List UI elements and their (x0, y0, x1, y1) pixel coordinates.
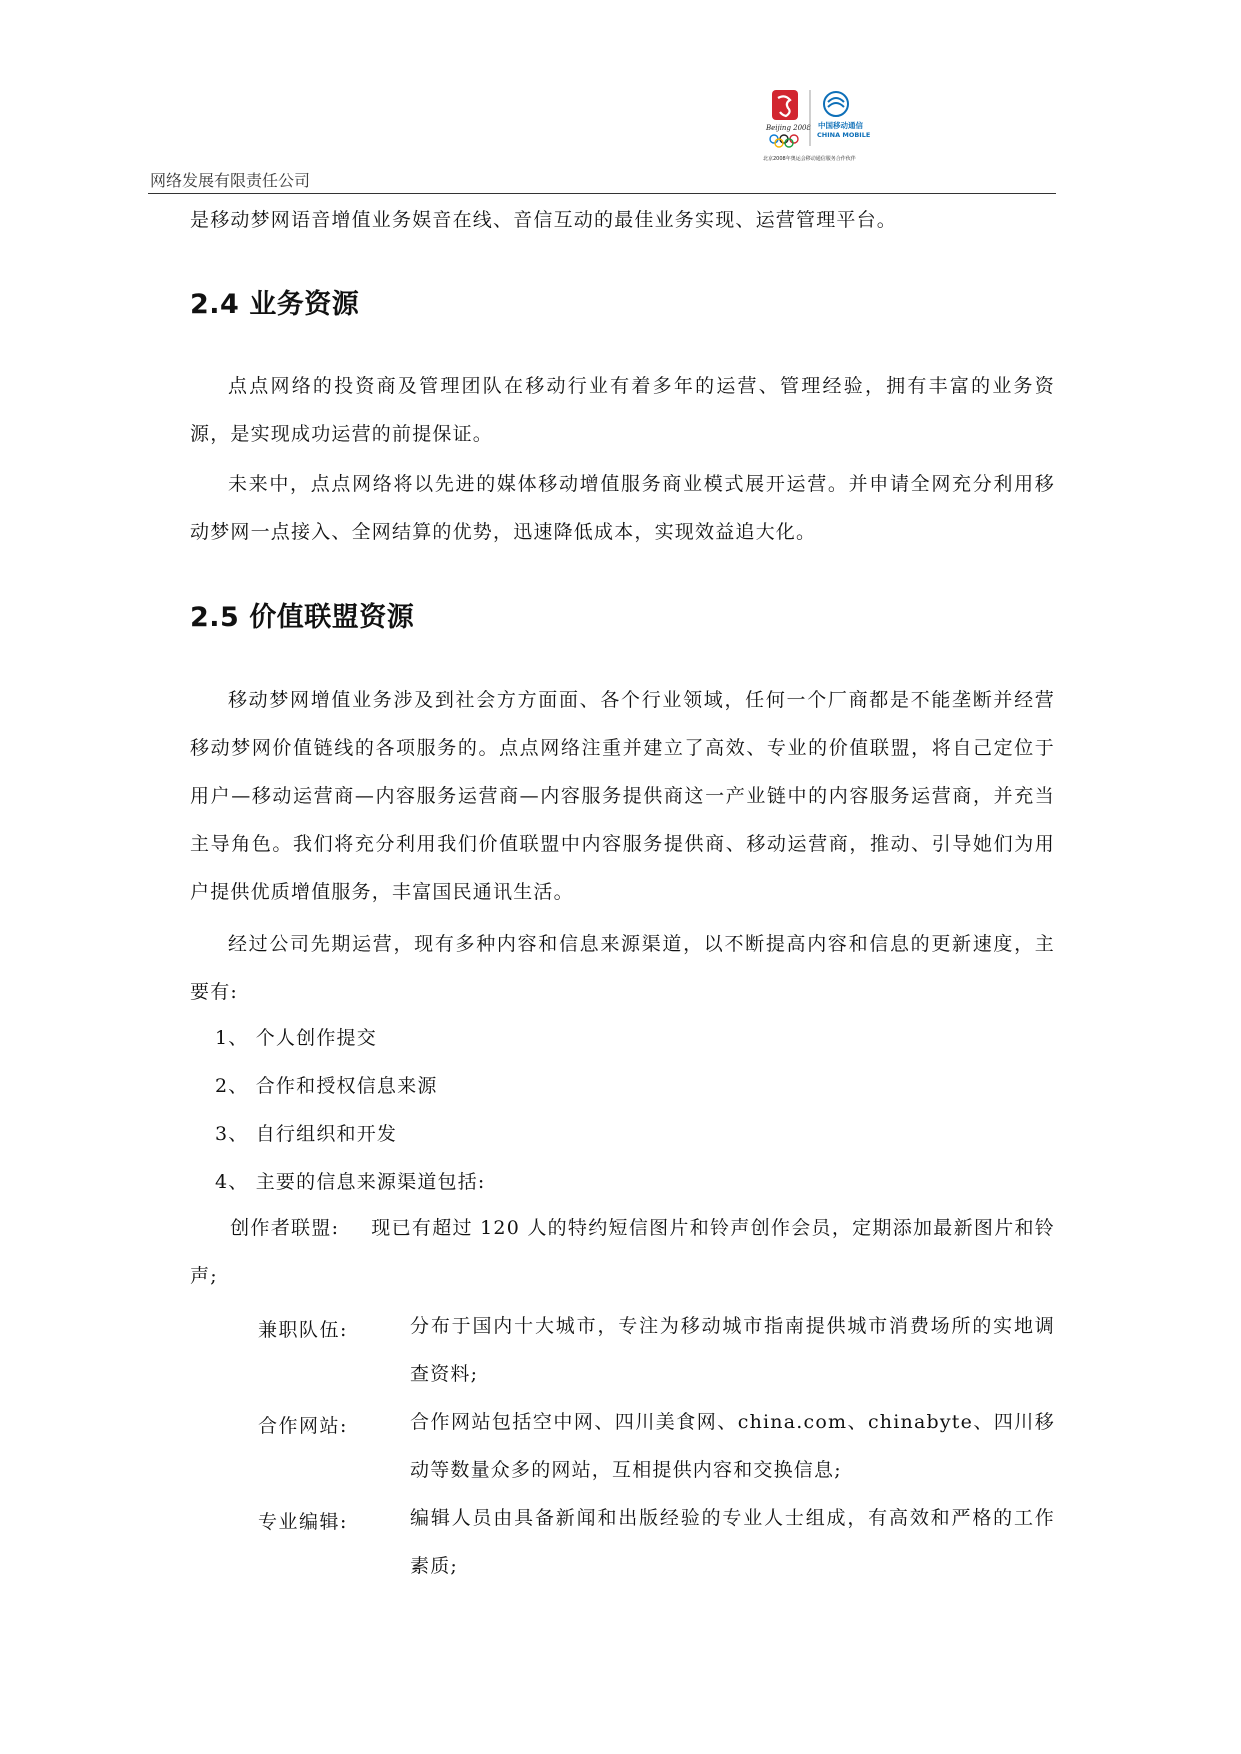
header-divider (148, 193, 1056, 194)
svg-text:Beijing 2008: Beijing 2008 (766, 124, 811, 132)
creator-alliance-text: 现已有超过 120 人的特约短信图片和铃声创作会员，定期添加最新图片和铃声; (190, 1217, 1056, 1287)
source-text-editors: 编辑人员由具备新闻和出版经验的专业人士组成，有高效和严格的工作素质; (410, 1507, 1055, 1577)
source-label-part-time: 兼职队伍: (258, 1319, 348, 1341)
section-2-4-para-2: 未来中，点点网络将以先进的媒体移动增值服务商业模式展开运营。并申请全网充分利用移动梦网一点接入、全网结算的优势，迅速降低成本，实现效益追大化。 (190, 473, 1055, 543)
svg-text:北京2008年奥运会移动通信服务合作伙伴: 北京2008年奥运会移动通信服务合作伙伴 (763, 156, 856, 162)
list-item: 1、 个人创作提交 (215, 1027, 377, 1049)
list-item: 2、 合作和授权信息来源 (215, 1075, 438, 1097)
header-company-name: 网络发展有限责任公司 (150, 171, 311, 190)
section-heading-2-5: 2.5 价值联盟资源 (190, 602, 415, 633)
olympic-rings-icon (770, 135, 798, 147)
source-text-part-time: 分布于国内十大城市，专注为移动城市指南提供城市消费场所的实地调查资料; (410, 1315, 1055, 1385)
section-2-5-para-1: 移动梦网增值业务涉及到社会方方面面、各个行业领域，任何一个厂商都是不能垄断并经营移动梦网价值链线的各项服务的。点点网络注重并建立了高效、专业的价值联盟，将自己定位于用户—移动运营商—内容服务运营商—内容服务提供商这一产业链中的内容服务运营商，并充当主导角色。我们将充分利用我们价值联盟中内容服务提供商、移动运营商，推动、引导她们为用户提供优质增值服务，丰富国民通讯生活。 (190, 689, 1055, 903)
source-text-partner-sites: 合作网站包括空中网、四川美食网、china.com、chinabyte、四川移动等数量众多的网站，互相提供内容和交换信息; (410, 1411, 1055, 1481)
svg-text:中国移动通信: 中国移动通信 (818, 121, 863, 130)
beijing-olympics-china-mobile-logo (760, 88, 900, 188)
list-item: 3、 自行组织和开发 (215, 1123, 398, 1145)
china-mobile-logo-icon (824, 92, 848, 116)
source-label-partner-sites: 合作网站: (258, 1415, 348, 1437)
header-logo (760, 88, 900, 188)
section-heading-2-4: 2.4 业务资源 (190, 289, 360, 320)
section-2-5-para-2: 经过公司先期运营，现有多种内容和信息来源渠道，以不断提高内容和信息的更新速度，主要有: (190, 933, 1055, 1003)
svg-text:CHINA MOBILE: CHINA MOBILE (817, 131, 871, 139)
creator-alliance-entry (190, 1204, 1055, 1300)
list-item: 4、 主要的信息来源渠道包括: (215, 1171, 486, 1193)
creator-alliance-label: 创作者联盟: (230, 1217, 340, 1239)
source-label-editors: 专业编辑: (258, 1511, 348, 1533)
section-2-4-para-1: 点点网络的投资商及管理团队在移动行业有着多年的运营、管理经验，拥有丰富的业务资源，是实现成功运营的前提保证。 (190, 375, 1055, 445)
intro-line: 是移动梦网语音增值业务娱音在线、音信互动的最佳业务实现、运营管理平台。 (190, 209, 898, 231)
